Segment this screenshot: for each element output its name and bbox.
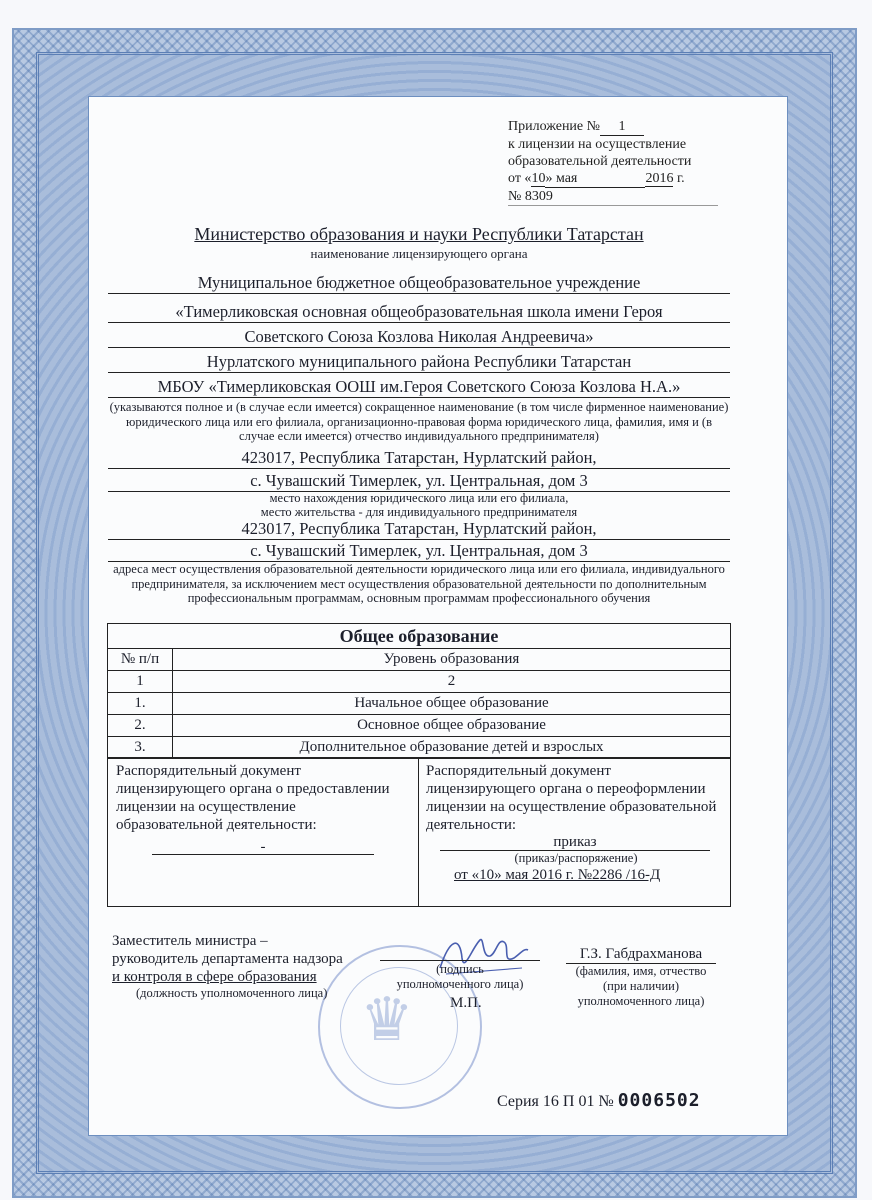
- activity-address-line2: с. Чувашский Тимерлек, ул. Центральная, дом 3: [108, 541, 730, 562]
- order-reissue-caption: (приказ/распоряжение): [514, 851, 638, 865]
- signature-caption-line1: (подпись: [436, 962, 484, 976]
- education-levels-table: [107, 623, 731, 759]
- row-level: Начальное общее образование: [173, 693, 731, 715]
- signer-position-line1: Заместитель министра –: [112, 933, 268, 949]
- signer-position: [112, 932, 382, 1001]
- table-row: [108, 693, 731, 715]
- annex-year-suffix: 16: [659, 171, 674, 186]
- signer-position-line2: руководитель департамента надзора: [112, 951, 343, 967]
- table-index-num: 1: [108, 671, 173, 693]
- signature-caption: [380, 962, 540, 992]
- order-reissue-reference: от «10» мая 2016 г. №2286 /16-Д: [454, 867, 661, 883]
- authority-name: Министерство образования и науки Республики Татарстан: [194, 224, 644, 244]
- order-grant-value: -: [152, 840, 374, 855]
- signature-line: [380, 960, 540, 961]
- table-header-num: № п/п: [108, 649, 173, 671]
- annex-date-prefix: от «: [508, 171, 532, 186]
- seal-place-label: М.П.: [450, 995, 482, 1011]
- org-line3: Советского Союза Козлова Николая Андреевича»: [108, 327, 730, 348]
- annex-label: Приложение №: [508, 119, 600, 134]
- org-short-name: МБОУ «Тимерликовская ООШ им.Героя Советского Союза Козлова Н.А.»: [108, 377, 730, 398]
- org-line1: Муниципальное бюджетное общеобразовательное учреждение: [108, 273, 730, 294]
- row-num: 1.: [108, 693, 173, 715]
- signer-name-block: [566, 945, 716, 1009]
- annex-year-end: г.: [676, 171, 685, 186]
- signer-name-caption3: уполномоченного лица): [577, 994, 705, 1008]
- activity-address-line1: 423017, Республика Татарстан, Нурлатский район,: [108, 519, 730, 540]
- signer-position-caption: (должность уполномоченного лица): [136, 986, 328, 1000]
- table-row: [108, 737, 731, 759]
- org-line2: «Тимерликовская основная общеобразовательная школа имени Героя: [108, 302, 730, 323]
- serial-number: 0006502: [617, 1090, 701, 1111]
- org-line4: Нурлатского муниципального района Республики Татарстан: [108, 352, 730, 373]
- annex-day: 10: [531, 171, 546, 186]
- row-level: Основное общее образование: [173, 715, 731, 737]
- annex-license-number: № 8309: [508, 188, 718, 206]
- signer-name-caption1: (фамилия, имя, отчество: [575, 964, 707, 978]
- table-header-level: Уровень образования: [173, 649, 731, 671]
- signer-position-line3: и контроля в сфере образования: [112, 969, 317, 985]
- blank-serial: [497, 1090, 701, 1111]
- order-reissue-block: [426, 762, 721, 884]
- location-line2: с. Чувашский Тимерлек, ул. Центральная, дом 3: [108, 471, 730, 492]
- order-reissue-text: Распорядительный документ лицензирующего органа о переоформлении лицензии на осуществление образовательной деятельности:: [426, 763, 717, 833]
- eagle-emblem-icon: ♛: [360, 985, 414, 1055]
- orders-divider: [418, 758, 419, 906]
- signer-name-caption2: (при наличии): [602, 979, 680, 993]
- annex-line3: образовательной деятельности: [508, 154, 692, 169]
- location-caption2: место жительства - для индивидуального предпринимателя: [260, 505, 578, 519]
- orders-box: [107, 757, 731, 907]
- serial-label: Серия 16 П 01 №: [497, 1093, 614, 1110]
- annex-year: 20: [645, 171, 660, 186]
- annex-number: 1: [600, 118, 644, 136]
- row-num: 2.: [108, 715, 173, 737]
- row-level: Дополнительное образование детей и взрослых: [173, 737, 731, 759]
- signer-name: Г.З. Габдрахманова: [566, 945, 716, 964]
- table-title: Общее образование: [108, 624, 731, 649]
- org-caption: (указываются полное и (в случае если имеется) сокращенное наименование (в том числе фирменное наименование) юридического лица или его филиала, организационно-правовая форма юридического лица, фамилия, имя и (в случае если имеется) отчество индивидуального предпринимателя): [109, 400, 729, 443]
- table-index-level: 2: [173, 671, 731, 693]
- annex-header: [508, 118, 728, 206]
- table-row: [108, 715, 731, 737]
- annex-month: » мая: [545, 170, 645, 188]
- order-grant-text: Распорядительный документ лицензирующего органа о предоставлении лицензии на осуществление образовательной деятельности:: [116, 763, 390, 833]
- authority-caption: наименование лицензирующего органа: [310, 246, 528, 261]
- order-reissue-type: приказ: [440, 834, 710, 851]
- row-num: 3.: [108, 737, 173, 759]
- order-grant-block: [116, 762, 396, 855]
- signature-caption-line2: уполномоченного лица): [396, 977, 524, 991]
- location-line1: 423017, Республика Татарстан, Нурлатский район,: [108, 448, 730, 469]
- annex-line2: к лицензии на осуществление: [508, 137, 687, 152]
- activity-address-caption: адреса мест осуществления образовательной деятельности юридического лица или его филиала, индивидуального предпринимателя, за исключением мест осуществления образовательной деятельности по дополнительным профессиональным программам, основным программам профессионального обучения: [113, 562, 725, 605]
- location-caption1: место нахождения юридического лица или его филиала,: [269, 491, 569, 505]
